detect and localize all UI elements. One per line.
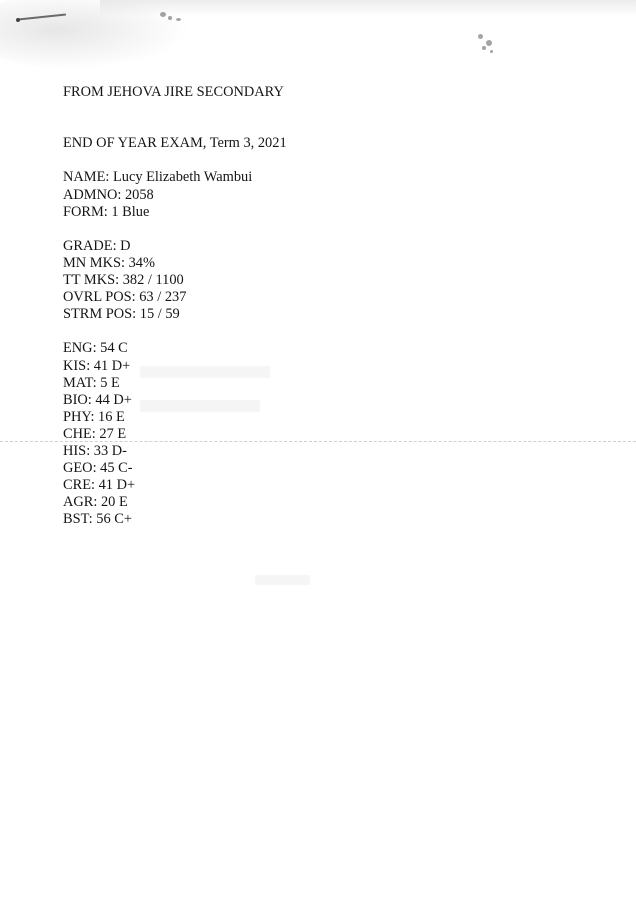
- stream-position: STRM POS: 15 / 59: [63, 306, 180, 323]
- subject-result: PHY: 16 E: [63, 408, 125, 425]
- form-class: FORM: 1 Blue: [63, 203, 150, 220]
- school-name: FROM JEHOVA JIRE SECONDARY: [63, 84, 284, 100]
- admission-number: ADMNO: 2058: [63, 186, 154, 203]
- spacer: [63, 152, 583, 169]
- subject-result: AGR: 20 E: [63, 494, 128, 511]
- subject-result: CRE: 41 D+: [63, 477, 136, 494]
- subject-result: MAT: 5 E: [63, 374, 120, 391]
- subject-result: KIS: 41 D+: [63, 357, 131, 374]
- show-through-smudge: [255, 575, 310, 585]
- scan-scratch: [18, 13, 66, 20]
- subject-result: HIS: 33 D-: [63, 442, 127, 459]
- scan-smudge: [0, 0, 190, 70]
- spacer: [63, 101, 583, 135]
- scan-speck: [176, 18, 181, 21]
- scan-speck: [490, 50, 493, 53]
- subject-result: ENG: 54 C: [63, 340, 128, 357]
- grade: GRADE: D: [63, 237, 131, 254]
- spacer: [63, 221, 583, 238]
- subject-result: GEO: 45 C-: [63, 460, 133, 477]
- scan-speck: [478, 34, 483, 39]
- performance-summary: [63, 238, 583, 323]
- subject-results: [63, 340, 583, 528]
- scan-speck: [16, 18, 20, 22]
- spacer: [63, 323, 583, 340]
- scan-smudge: [100, 0, 636, 16]
- scan-speck: [486, 40, 492, 46]
- scan-speck: [482, 46, 486, 50]
- subject-result: CHE: 27 E: [63, 425, 127, 442]
- student-name: NAME: Lucy Elizabeth Wambui: [63, 169, 253, 186]
- subject-result: BST: 56 C+: [63, 511, 132, 528]
- subject-result: BIO: 44 D+: [63, 391, 132, 408]
- exam-title: END OF YEAR EXAM, Term 3, 2021: [63, 135, 287, 152]
- scan-speck: [160, 12, 166, 17]
- result-slip: [63, 84, 583, 528]
- overall-position: OVRL POS: 63 / 237: [63, 289, 187, 306]
- mean-marks: MN MKS: 34%: [63, 254, 155, 271]
- total-marks: TT MKS: 382 / 1100: [63, 272, 184, 289]
- scan-speck: [168, 16, 172, 20]
- student-details: [63, 169, 583, 220]
